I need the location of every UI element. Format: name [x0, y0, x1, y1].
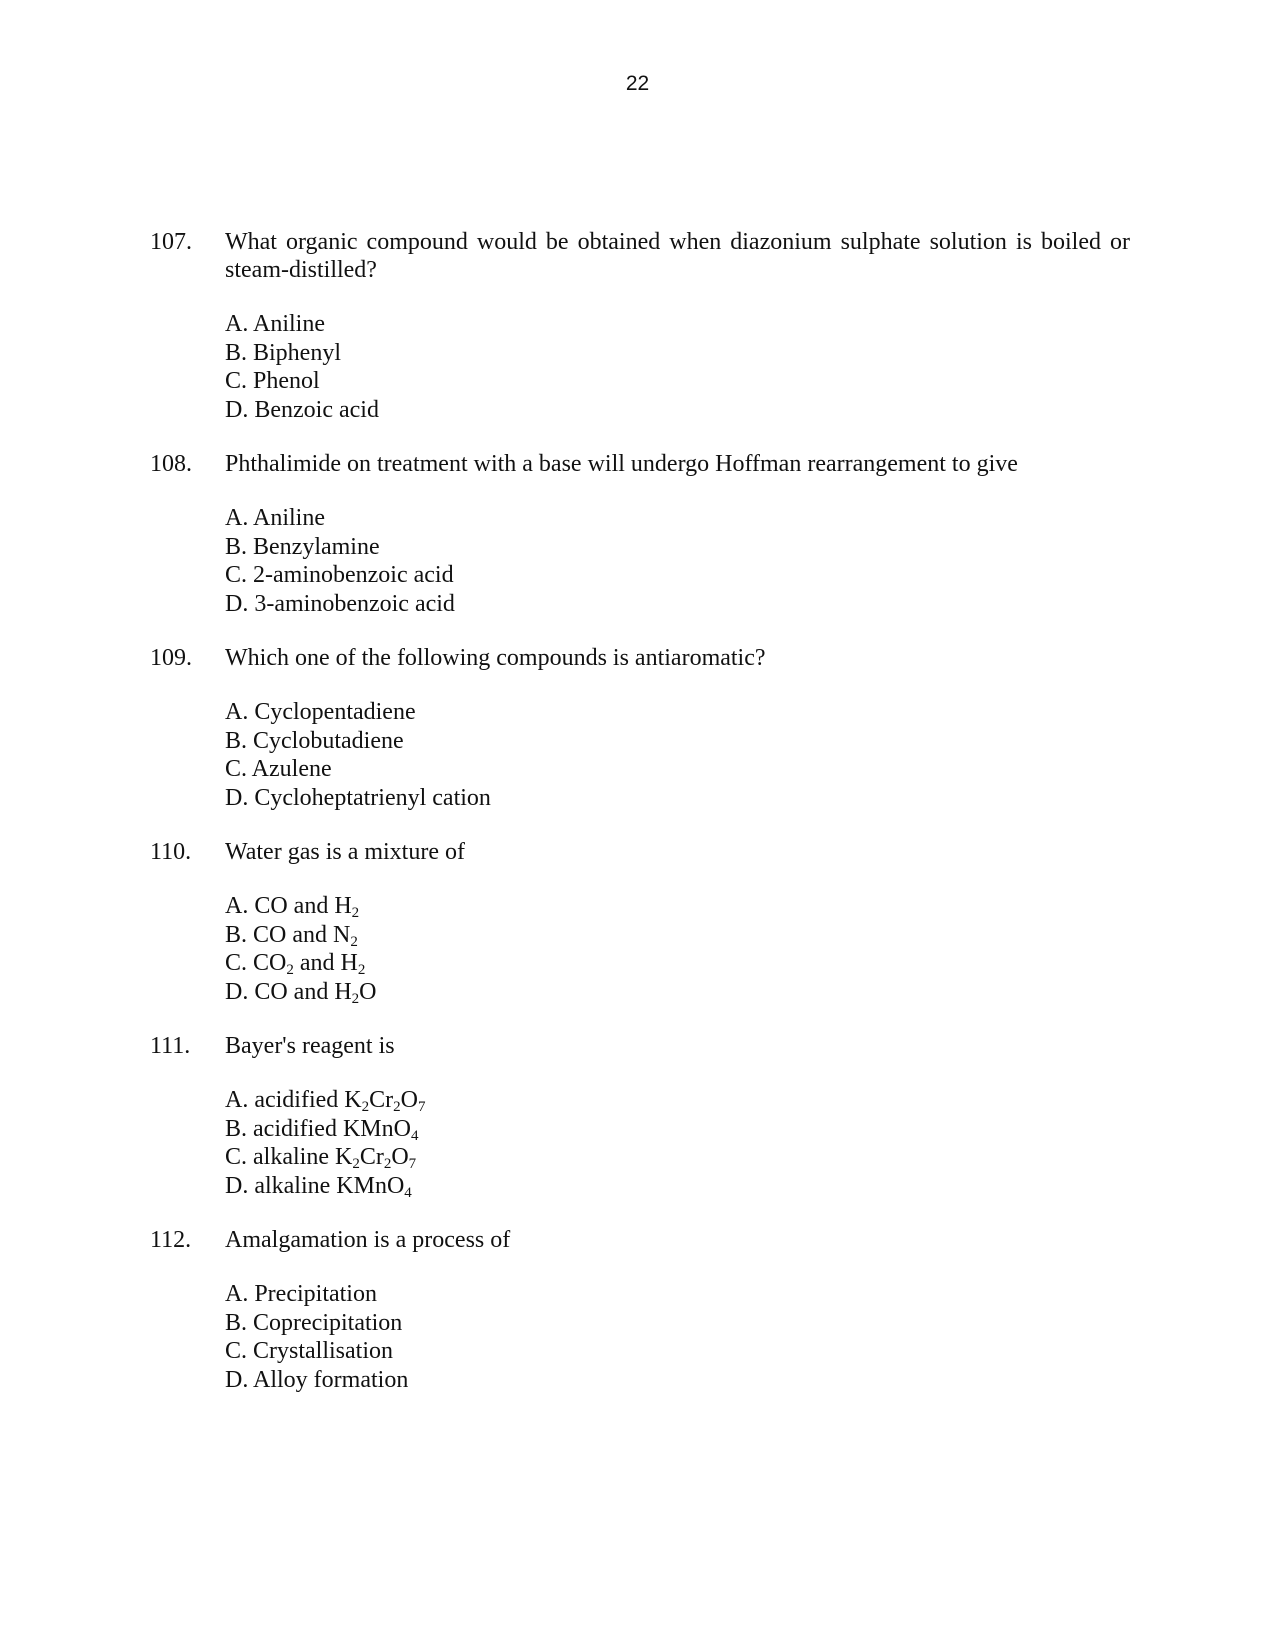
option-text: Cr [359, 1144, 384, 1170]
option-text: B. Benzylamine [225, 533, 380, 560]
answer-option [225, 533, 1130, 562]
answer-option [225, 1115, 1130, 1144]
option-text: Cr [369, 1087, 394, 1113]
answer-option [225, 978, 1130, 1007]
option-text: D. CO and H [225, 978, 352, 1005]
question-110 [150, 838, 1130, 1006]
option-text: and H [293, 950, 358, 976]
option-text: B. Biphenyl [225, 339, 342, 366]
answer-options [225, 310, 1130, 424]
answer-option [225, 1309, 1130, 1338]
option-text: C. CO [225, 950, 287, 976]
option-text: A. acidified K [225, 1087, 362, 1113]
question-text: Bayer's reagent is [225, 1033, 395, 1059]
question-text: Amalgamation is a process of [225, 1227, 511, 1253]
question-number: 108. [150, 451, 192, 477]
subscript: 2 [351, 905, 360, 921]
answer-option [225, 310, 1130, 339]
option-text: B. CO and N [225, 921, 351, 948]
answer-option [225, 504, 1130, 533]
option-text: B. Coprecipitation [225, 1309, 403, 1336]
subscript: 2 [286, 962, 294, 978]
option-text: D. alkaline KMnO [225, 1172, 405, 1199]
question-111 [150, 1032, 1130, 1200]
option-text: A. Aniline [225, 505, 325, 531]
question-list [150, 228, 1130, 1420]
subscript: 2 [383, 1156, 392, 1172]
option-text: D. 3-aminobenzoic acid [225, 590, 455, 617]
subscript: 2 [393, 1099, 401, 1115]
answer-option [225, 396, 1130, 425]
answer-option [225, 949, 1130, 978]
option-text: C. 2-aminobenzoic acid [225, 562, 454, 588]
question-107 [150, 228, 1130, 424]
answer-option [225, 1366, 1130, 1395]
answer-option [225, 755, 1130, 784]
option-text: D. Alloy formation [225, 1366, 409, 1393]
answer-option [225, 892, 1130, 921]
answer-option [225, 367, 1130, 396]
subscript: 7 [417, 1099, 426, 1115]
subscript: 2 [357, 962, 366, 978]
answer-options [225, 698, 1130, 812]
option-text: D. Benzoic acid [225, 396, 379, 423]
subscript: 2 [352, 1156, 360, 1172]
question-text: Which one of the following compounds is antiaromatic? [225, 645, 766, 671]
answer-options [225, 1280, 1130, 1394]
option-text: O [359, 978, 377, 1005]
question-number: 110. [150, 839, 192, 865]
answer-options [225, 892, 1130, 1006]
option-text: A. Cyclopentadiene [225, 699, 416, 725]
answer-options [225, 504, 1130, 618]
question-112 [150, 1226, 1130, 1394]
subscript: 2 [350, 933, 358, 950]
question-number: 111. [150, 1033, 191, 1059]
option-text: C. alkaline K [225, 1144, 353, 1170]
option-text: A. Aniline [225, 311, 325, 337]
question-109 [150, 644, 1130, 812]
question-108 [150, 450, 1130, 618]
question-text: Phthalimide on treatment with a base will undergo Hoffman rearrangement to give [225, 451, 1018, 477]
subscript: 4 [404, 1184, 412, 1201]
question-number: 109. [150, 645, 192, 671]
answer-option [225, 1280, 1130, 1309]
answer-option [225, 339, 1130, 368]
option-text: C. Azulene [225, 756, 332, 782]
option-text: A. CO and H [225, 893, 352, 919]
answer-option [225, 590, 1130, 619]
answer-option [225, 1172, 1130, 1201]
option-text: A. Precipitation [225, 1281, 377, 1307]
answer-option [225, 1143, 1130, 1172]
option-text: O [400, 1087, 418, 1113]
question-text: What organic compound would be obtained when diazonium sulphate solution is boiled or steam-distilled? [225, 229, 1130, 283]
answer-option [225, 1337, 1130, 1366]
answer-option [225, 784, 1130, 813]
subscript: 2 [351, 990, 360, 1007]
option-text: C. Phenol [225, 368, 320, 394]
option-text: B. Cyclobutadiene [225, 727, 404, 754]
subscript: 2 [361, 1099, 370, 1115]
page-number: 22 [625, 72, 650, 95]
answer-option [225, 698, 1130, 727]
answer-option [225, 727, 1130, 756]
question-number: 112. [150, 1227, 192, 1253]
answer-options [225, 1086, 1130, 1200]
option-text: B. acidified KMnO [225, 1115, 411, 1142]
answer-option [225, 1086, 1130, 1115]
subscript: 7 [408, 1156, 417, 1172]
option-text: O [391, 1144, 409, 1170]
question-number: 107. [150, 229, 192, 255]
answer-option [225, 561, 1130, 590]
subscript: 4 [410, 1127, 419, 1144]
option-text: D. Cycloheptatrienyl cation [225, 784, 491, 811]
question-text: Water gas is a mixture of [225, 839, 465, 865]
option-text: C. Crystallisation [225, 1338, 393, 1364]
answer-option [225, 921, 1130, 950]
